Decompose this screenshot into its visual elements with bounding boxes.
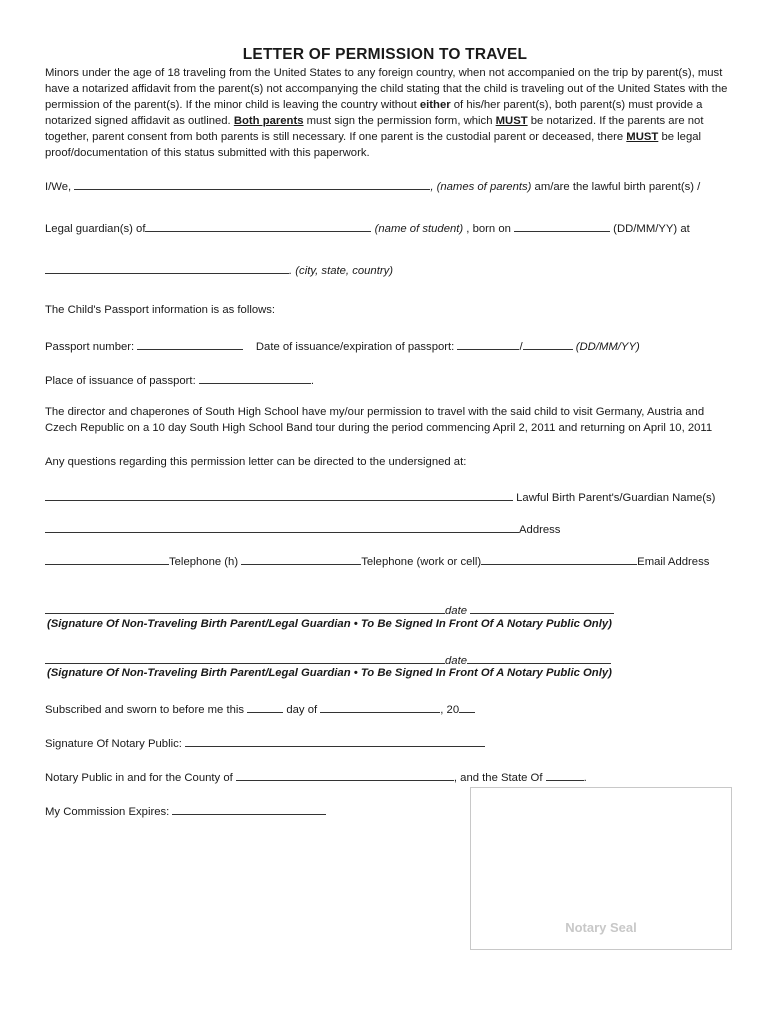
month-field[interactable] [320,701,440,713]
day-of-label: day of [283,704,321,716]
state-of-label: , and the State Of [453,772,546,784]
notary-signature-label: Signature Of Notary Public: [45,738,186,750]
telephone-line [45,553,709,568]
intro-either: either [419,99,451,111]
permission-paragraph: The director and chaperones of South High School have my/our permission to travel with the said child to visit Germany, Austria and Czech Republic on a 10 day South High School Band tour during the period commencing April 2, 2011 and returning on April 10, 2011 [45,406,713,434]
intro-text-1: Minors under the age of 18 traveling from the United States to any foreign country, when not accompanied on the trip by parent(s), must have a notarized affidavit from the parent(s) not accompanying the child stating that the child is traveling out of the United States with the permission of the parent(s). If the minor child is leaving the country without [45,67,728,111]
passport-number-field[interactable] [137,338,243,350]
passport-intro: The Child's Passport information is as follows: [45,304,276,316]
iwe-line [45,178,700,193]
place-issuance-line [45,372,314,387]
commission-line [45,803,326,818]
expiration-date-field[interactable] [523,338,573,350]
telephone-work-label: Telephone (work or cell) [361,556,482,568]
year-prefix-label: , 20 [440,704,460,716]
address-field[interactable] [45,521,519,533]
intro-paragraph [45,65,735,161]
home-phone-field[interactable] [45,553,169,565]
subscribed-label: Subscribed and sworn to before me this [45,704,248,716]
lawful-parents-label: am/are the lawful birth parent(s) / [531,181,701,193]
intro-must-2: MUST [626,131,659,143]
address-label: Address [519,524,561,536]
parent-names-field[interactable] [45,489,513,501]
address-line [45,521,560,536]
birthplace-line [45,262,393,277]
state-period: . [583,772,587,784]
day-field[interactable] [247,701,283,713]
date-1-label: date [445,605,467,617]
date-1-field[interactable] [470,602,614,614]
ddmmyy-label: (DD/MM/YY) [575,341,640,353]
document-title: LETTER OF PERMISSION TO TRAVEL [242,46,528,63]
signature-2-line [45,652,611,667]
name-of-student-label: (name of student) [374,223,464,235]
intro-text-5: be legal proof/documentation of this status submitted with this paperwork. [45,131,702,159]
passport-number-label: Passport number: [45,341,138,353]
birthplace-field[interactable] [45,262,289,274]
intro-both-parents: Both parents [233,115,304,127]
state-field[interactable] [546,769,584,781]
commission-field[interactable] [172,803,326,815]
legal-guardian-label: Legal guardian(s) of [45,223,146,235]
intro-text-4: be notarized. If the parents are not together, parent consent from both parents is still necessary. If one parent is the custodial parent or deceased, there [45,115,704,143]
place-period: . [310,375,314,387]
parents-names-field[interactable] [74,178,430,190]
signature-1-line [45,602,614,617]
notary-signature-field[interactable] [185,735,485,747]
parent-names-label: Lawful Birth Parent's/Guardian Name(s) [513,492,716,504]
subscribed-line [45,701,475,716]
commission-label: My Commission Expires: [45,806,173,818]
county-field[interactable] [236,769,454,781]
signature-2-field[interactable] [45,652,445,664]
notary-signature-line [45,735,485,750]
notary-seal-label: Notary Seal [565,920,637,935]
email-field[interactable] [481,553,637,565]
signature-note-1: (Signature Of Non-Traveling Birth Parent/Legal Guardian • To Be Signed In Front Of A Notary Public Only) [47,618,612,630]
notary-county-label: Notary Public in and for the County of [45,772,236,784]
ddmmyy-at-label: (DD/MM/YY) at [610,223,690,235]
place-issuance-label: Place of issuance of passport: [45,375,199,387]
names-of-parents-label: , (names of parents) [430,181,532,193]
work-phone-field[interactable] [241,553,361,565]
issuance-date-field[interactable] [457,338,519,350]
guardian-line [45,220,690,235]
city-state-country-label: . (city, state, country) [289,265,393,277]
questions-line: Any questions regarding this permission letter can be directed to the undersigned at: [45,456,467,468]
intro-must-1: MUST [495,115,528,127]
intro-text-3: must sign the permission form, which [303,115,496,127]
passport-line [45,338,640,353]
date-issuance-label: Date of issuance/expiration of passport: [255,341,458,353]
date-2-field[interactable] [467,652,611,664]
telephone-h-label: Telephone (h) [169,556,242,568]
date-slash: / [519,341,523,353]
signature-note-2: (Signature Of Non-Traveling Birth Parent/Legal Guardian • To Be Signed In Front Of A Notary Public Only) [47,667,612,679]
date-2-label: date [445,655,467,667]
signature-1-field[interactable] [45,602,445,614]
year-field[interactable] [459,701,475,713]
iwe-label: I/We, [45,181,72,193]
notary-county-line [45,769,587,784]
parent-names-line [45,489,715,504]
student-name-field[interactable] [145,220,371,232]
birth-date-field[interactable] [514,220,610,232]
notary-seal-box [470,787,732,950]
email-address-label: Email Address [637,556,710,568]
place-issuance-field[interactable] [199,372,311,384]
intro-text-2: of his/her parent(s), both parent(s) must provide a notarized signed affidavit as outlined. [45,99,703,127]
born-on-label: , born on [463,223,515,235]
